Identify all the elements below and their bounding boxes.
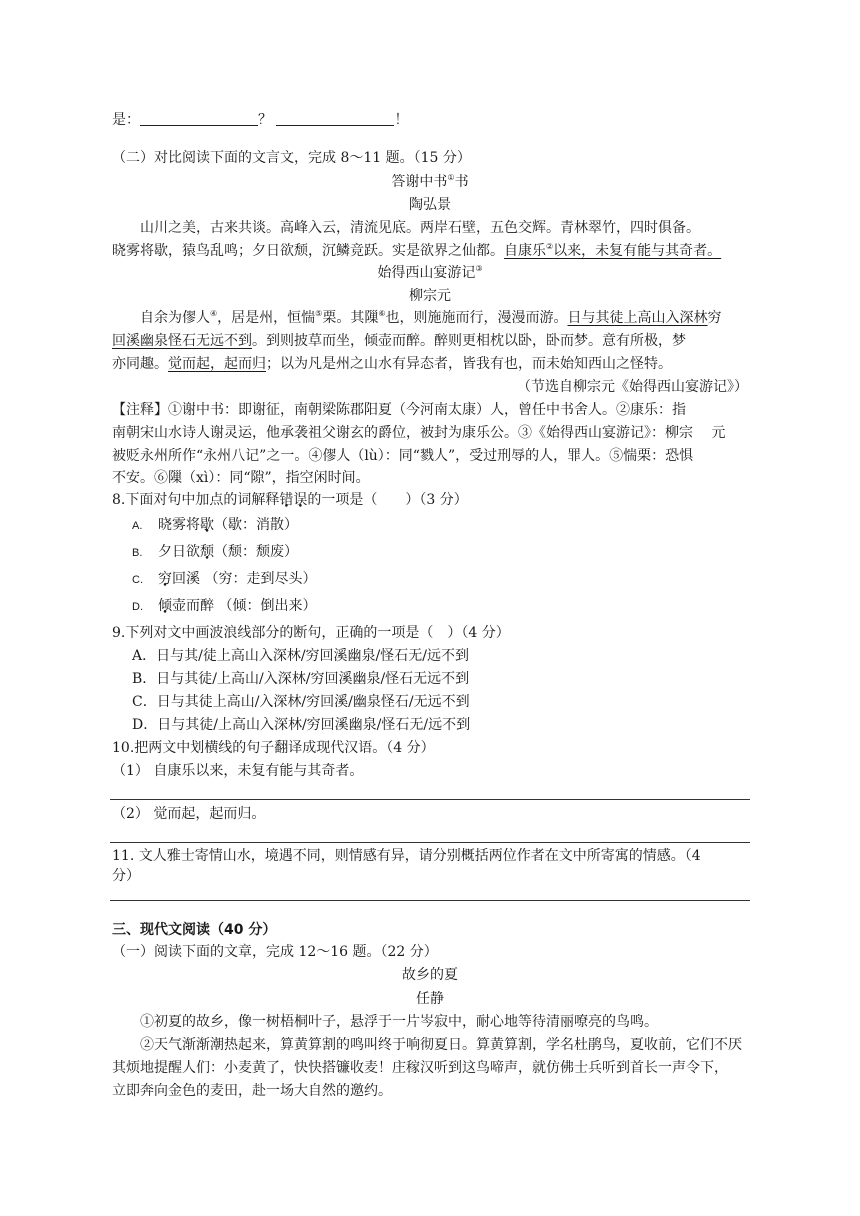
- q11-line-1: 11. 文人雅士寄情山水，境遇不同，则情感有异，请分别概括两位作者在文中所寄寓的情感。（4: [112, 848, 701, 864]
- q10-sentence-1: （1） 自康乐以来，未复有能与其奇者。: [112, 763, 364, 779]
- text2-line-3: [112, 354, 672, 374]
- section2-title: （二）对比阅读下面的文言文，完成 8～11 题。（15 分）: [112, 150, 471, 166]
- q8-option-dotted-char: 歇: [200, 517, 214, 533]
- notes-line-1: 【注释】①谢中书：即谢征，南朝梁陈郡阳夏（今河南太康）人，曾任中书舍人。②康乐：指: [112, 402, 686, 418]
- text2-author: 柳宗元: [409, 288, 451, 304]
- text2-line-3b: ；以为凡是州之山水有异态者，皆我有也，而未始知西山之怪特。: [266, 356, 672, 372]
- article-title: 故乡的夏: [402, 967, 458, 983]
- q8-option-letter: C.: [132, 574, 143, 586]
- text2-line-1: [140, 308, 722, 328]
- q9-option-a[interactable]: A．日与其/徒上高山入深林/穷回溪幽泉/怪石无/远不到: [132, 648, 469, 664]
- text2-title: [0, 263, 860, 283]
- text2-line-2b: 。到则披草而坐，倾壶而醉。醉则更相枕以卧，卧而梦。意有所极，梦: [252, 333, 686, 349]
- q8-option-letter: B.: [132, 547, 143, 559]
- text2-wavy-part-1: 日与其徒上高山入深林: [567, 310, 708, 326]
- q8-option-letter: D.: [132, 601, 143, 613]
- q8-option-post: 壶而醉 （倾：倒出来）: [172, 598, 317, 614]
- text2-line-1d: 也，则施施而行，漫漫而游。: [385, 310, 568, 326]
- text1-line-2a: 晓雾将歇，猿鸟乱鸣；夕日欲颓，沉鳞竞跃。实是欲界之仙都。: [112, 243, 504, 259]
- text2-title-main: 始得西山宴游记: [377, 265, 476, 281]
- text2-line-3a: 亦同趣。: [112, 356, 168, 372]
- text2-line-2: [112, 331, 686, 351]
- answer-blank-line: [112, 110, 408, 130]
- text2-sup-4: ④: [210, 309, 218, 318]
- q10-stem: 10.把两文中划横线的句子翻译成现代汉语。（4 分）: [112, 740, 435, 756]
- q8-option-d[interactable]: [132, 596, 316, 617]
- q8-option-post: 回溪 （穷：走到尽头）: [172, 571, 317, 587]
- q8-option-c[interactable]: [132, 569, 316, 590]
- q8-stem-b: 的一项是（ ）（3 分）: [307, 492, 468, 508]
- text2-line-1f: 穷: [707, 310, 722, 326]
- text1-underlined-sentence: [504, 243, 721, 259]
- text2-line-1c: 栗。其隟: [322, 310, 379, 326]
- q8-stem-dot-2: 误: [293, 492, 308, 508]
- q9-stem: 9.下列对文中画波浪线部分的断句，正确的一项是（ ）（4 分）: [112, 625, 510, 641]
- text2-line-1b: ，居是州，恒惴: [217, 310, 316, 326]
- text1-line-1: 山川之美，古来共谈。高峰入云，清流见底。两岸石壁，五色交辉。青林翠竹，四时俱备。: [140, 220, 700, 236]
- q8-option-dotted-char: 倾: [158, 598, 172, 614]
- text1-line-2c: 以来，未复有能与其奇者。: [553, 243, 722, 259]
- exclamation-mark: ！: [394, 112, 409, 128]
- q9-option-c[interactable]: C．日与其徒上高山/入深林/穷回溪/幽泉怪石/无远不到: [132, 694, 470, 710]
- q8-option-post: （歇：消散）: [214, 517, 298, 533]
- q10-sentence-2: （2） 觉而起，起而归。: [112, 806, 266, 822]
- q8-stem-dot-1: 错: [279, 492, 294, 508]
- q8-option-a[interactable]: [132, 515, 298, 536]
- text1-title-sup: ①: [447, 173, 455, 182]
- text1-title-end: 书: [454, 174, 469, 190]
- article-paragraph-1: ①初夏的故乡，像一树梧桐叶子，悬浮于一片岑寂中，耐心地等待清丽嘹亮的鸟鸣。: [140, 1014, 658, 1030]
- article-paragraph-2-line-2: 其烦地提醒人们：小麦黄了，快快搭镰收麦！庄稼汉听到这鸟啼声，就仿佛士兵听到首长一声令下，: [112, 1060, 728, 1076]
- q8-stem: [112, 490, 468, 510]
- question-mark: ？: [258, 112, 272, 128]
- section3-subtitle: （一）阅读下面的文章，完成 12～16 题。（22 分）: [112, 944, 438, 960]
- q8-option-pre: 夕日欲: [158, 544, 200, 560]
- text1-line-2: [112, 241, 721, 261]
- q8-option-b[interactable]: [132, 542, 298, 563]
- q8-option-pre: 晓雾将: [158, 517, 200, 533]
- text2-sup-5: ⑤: [315, 309, 323, 318]
- answer-blank-1[interactable]: [140, 111, 258, 126]
- text1-author: 陶弘景: [409, 197, 451, 213]
- text2-title-sup: ③: [475, 264, 483, 273]
- text1-title: [0, 172, 860, 192]
- text2-source: （节选自柳宗元《始得西山宴游记》）: [517, 379, 748, 395]
- q10-answer-line-1[interactable]: [110, 799, 750, 800]
- text1-title-main: 答谢中书: [391, 174, 448, 190]
- text2-underlined-sentence: 觉而起，起而归: [168, 356, 266, 372]
- q10-answer-line-2[interactable]: [110, 842, 750, 843]
- section3-title: 三、现代文阅读（40 分）: [112, 922, 277, 938]
- article-author: 任静: [416, 991, 444, 1007]
- q8-stem-a: 8.下面对句中加点的词解释: [112, 492, 280, 508]
- text1-line-2-sup: ②: [546, 242, 554, 251]
- article-paragraph-2-line-3: 立即奔向金色的麦田，赴一场大自然的邀约。: [112, 1083, 392, 1099]
- text2-sup-6: ⑥: [378, 309, 386, 318]
- notes-line-4: 不安。⑥隟（xì）：同“隙”，指空闲时间。: [112, 470, 370, 486]
- text2-wavy-part-2: 回溪幽泉怪石无远不到: [112, 333, 252, 349]
- q9-option-b[interactable]: B．日与其徒/上高山/入深林/穷回溪幽泉/怪石无远不到: [132, 671, 470, 687]
- q8-option-letter: A.: [132, 520, 143, 532]
- text2-line-1a: 自余为僇人: [140, 310, 210, 326]
- q11-answer-line[interactable]: [110, 900, 750, 901]
- text1-line-2b: 自康乐: [504, 243, 546, 259]
- q11-line-2: 分）: [112, 868, 140, 884]
- q8-option-dotted-char: 穷: [158, 571, 172, 587]
- q9-option-d[interactable]: D．日与其徒/上高山入深林/穷回溪幽泉/怪石无/远不到: [132, 717, 471, 733]
- blank-prefix: 是：: [112, 112, 140, 128]
- article-paragraph-2-line-1: ②天气渐渐潮热起来，算黄算割的鸣叫终于响彻夏日。算黄算割，学名杜鹃鸟，夏收前，它们不厌: [140, 1037, 742, 1053]
- q8-option-post: （颓：颓废）: [214, 544, 298, 560]
- answer-blank-2[interactable]: [276, 111, 394, 126]
- notes-line-2: 南朝宋山水诗人谢灵运，他承袭祖父谢玄的爵位，被封为康乐公。③《始得西山宴游记》：柳宗 元: [112, 425, 726, 441]
- notes-line-3: 被贬永州所作“永州八记”之一。④僇人（lù）：同“戮人”，受过刑辱的人，罪人。⑤惴栗：恐惧: [112, 448, 694, 464]
- q8-option-dotted-char: 颓: [200, 544, 214, 560]
